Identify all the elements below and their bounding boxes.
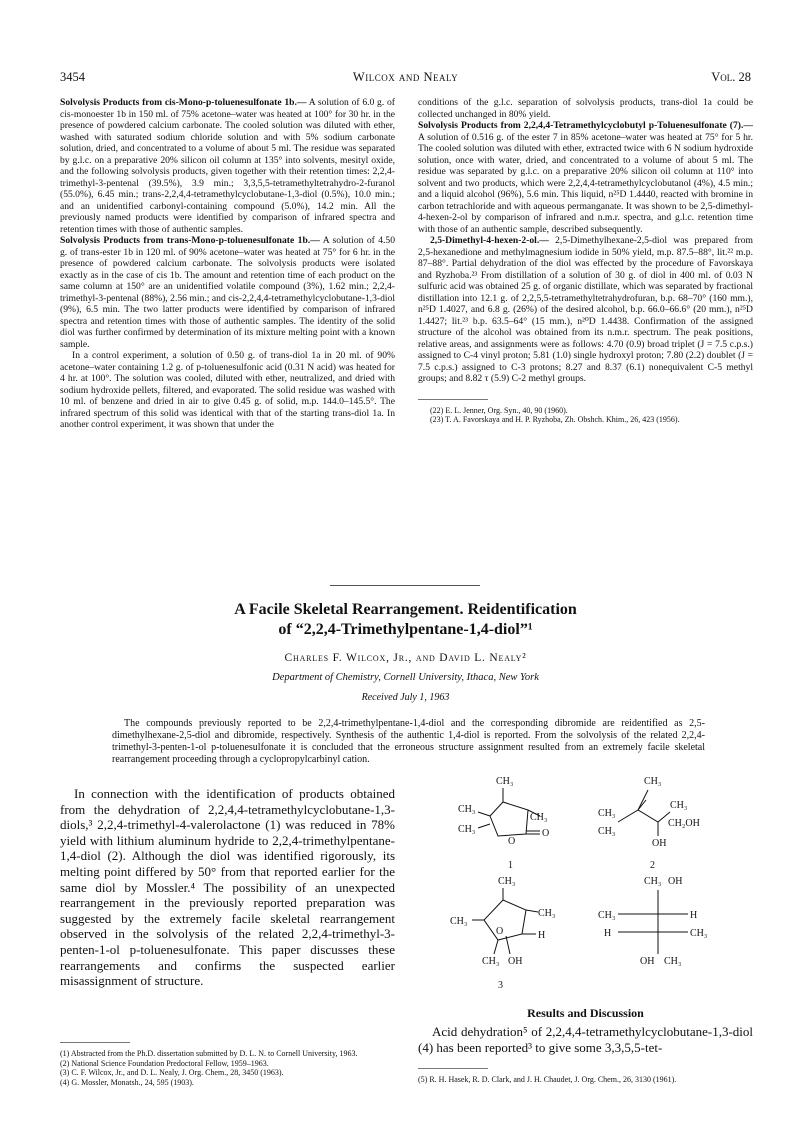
paragraph: conditions of the g.l.c. separation of solvolysis products, trans-diol 1a could be collected unchanged in 80% yield. [418,97,753,120]
introduction [60,786,395,989]
paragraph: A solution of 0.516 g. of the ester 7 in 85% acetone–water was heated at 75° for 5 hr. The cooled solution was diluted with ether, extracted twice with 6 N sodium hydroxide solution, once with water, dried, and concentrated to a volume of about 5 ml. The residue was separated by g.l.c. on a preparative 20% silicon oil column at 110° into solvent and two products, which were 2,2,4,4-tetramethylcyclobutanol (4%), 4.5 min.; and a liquid alcohol (96%), 5.6 min. This liquid, n²⁵D 1.4440, reacted with bromine in carbon tetrachloride and with aqueous permanganate. It was shown to be 2,5-dimethyl-4-hexen-2-ol by comparison of infrared and n.m.r. spectra, and g.l.c. retention time with those of an authentic sample, described subsequently. [418,131,753,235]
footnote: (1) Abstracted from the Ph.D. dissertation submitted by D. L. N. to Cornell University, 1963. [60,1049,358,1058]
structure-4 [598,876,707,967]
footnote: (23) T. A. Favorskaya and H. P. Ryzhoba, Zh. Obshch. Khim., 26, 423 (1956). [430,415,680,425]
svg-text:O: O [542,828,550,839]
svg-text:OH: OH [652,838,667,849]
svg-text:CH₃: CH₃ [598,826,616,837]
footnotes-left [60,1038,395,1087]
paragraph: 2,5-Dimethylhexane-2,5-diol was prepared from 2,5-hexanedione and methylmagnesium iodide in 50% yield, m.p. 87.5–88°, lit.²² m.p. 87–88°. Partial dehydration of the diol was effected by the procedure of Favorskaya and Ryzhoba.²³ From distillation of a solution of 30 g. of diol in 400 ml. of 0.03 N sulfuric acid was obtained 25 g. of organic distillate, which was separated by fractional distillation into 12.1 g. of 2,2,5,5-tetramethyltetrahydrofuran, b.p. 68–70° (160 mm.), n²⁵D 1.4027, and 6.8 g. (26%) of the desired alcohol, b.p. 66.0–66.6° (20 mm.), n²⁵D 1.4427; lit.²³ b.p. 63.5–64° (15 mm.), n²⁰D 1.4438. Confirmation of the assigned structure of the alcohol was obtained from its n.m.r. spectrum. The peak positions, relative areas, and assignments were as follows: 4.70 (0.9) broad triplet (J = 7.5 c.p.s.) assigned to C-4 vinyl proton; 5.81 (1.0) single hydroxyl proton; 7.80 (2.2) doublet (J = 7.5 c.p.s.) assigned to C-3 protons; 8.27 and 8.37 (6.1) nonequivalent C-5 methyl groups; and 8.82 τ (5.9) C-2 methyl groups. [418,235,753,384]
svg-text:CH₃: CH₃ [644,876,662,887]
section-divider [330,585,480,586]
svg-text:CH₃: CH₃ [450,916,468,927]
svg-text:CH₃: CH₃ [644,776,662,787]
svg-text:CH₃: CH₃ [538,908,556,919]
svg-text:1: 1 [508,860,513,871]
footnote-rule [418,399,488,400]
svg-text:2: 2 [650,860,655,871]
footnote-rule [418,1068,488,1069]
svg-text:CH₃: CH₃ [498,876,516,887]
svg-text:H: H [538,930,546,941]
footnote: (3) C. F. Wilcox, Jr., and D. L. Nealy, J. Org. Chem., 28, 3450 (1963). [60,1068,284,1078]
svg-text:CH₃: CH₃ [530,812,548,823]
svg-text:CH₃: CH₃ [482,956,500,967]
paragraph: In a control experiment, a solution of 0.50 g. of trans-diol 1a in 20 ml. of 90% acetone–water containing 1.2 g. of p-toluenesulfonic acid (0.31 N acid) was heated for 4 hr. at 100°. The solution was cooled, diluted with ether, neutralized, and dried with sodium hydroxide pellets, filtered, and evaporated. The solid residue was washed with 10 ml. of benzene and dried in air to give 0.45 g. of solid, m.p. 144.0–145.5°. The infrared spectrum of this solid was identical with that of the starting trans-diol 1a. In another control experiment, it was shown that under the [60,350,395,430]
svg-text:3: 3 [498,980,503,991]
svg-text:CH₃: CH₃ [670,800,688,811]
section-heading: 2,5-Dimethyl-4-hexen-2-ol.— [430,235,549,246]
received-date: Received July 1, 1963 [361,692,450,703]
svg-text:CH₃: CH₃ [458,804,476,815]
page-number: 3454 [60,70,85,84]
svg-text:H: H [690,910,698,921]
structure-3 [450,876,555,991]
results-text [418,1024,753,1055]
department: Department of Chemistry, Cornell University, Ithaca, New York [272,672,539,683]
svg-text:CH₃: CH₃ [496,776,514,787]
svg-text:CH₃: CH₃ [598,910,616,921]
section-heading: Solvolysis Products from trans-Mono-p-toluenesulfonate 1b.— [60,235,320,246]
paragraph: Acid dehydration⁵ of 2,2,4,4-tetramethylcyclobutane-1,3-diol (4) has been reported³ to give some 3,3,5,5-tet- [418,1024,753,1055]
running-header [60,70,751,88]
section-heading: Solvolysis Products from cis-Mono-p-toluenesulfonate 1b.— [60,97,307,108]
footnote-rule [60,1042,130,1043]
footnote: (4) G. Mossler, Monatsh., 24, 595 (1903). [60,1077,194,1087]
article-title: A Facile Skeletal Rearrangement. Reidentification of “2,2,4-Trimethylpentane-1,4-diol”¹ [234,601,577,638]
paragraph: A solution of 4.50 g. of trans-ester 1b in 120 ml. of 90% acetone–water was heated at 75° for 6 hr. in the presence of powdered calcium carbonate. The solvolysis products were isolated exactly as in the case of cis 1b. The amount and retention time of each product on the same column at 150° are an unidentified volatile compound (3%), 1.62 min.; 2,2,4-trimethyl-3-pentenal (88%), 2.56 min.; and cis-2,2,4,4-tetramethylcyclobutane-1,3-diol (9%), 6.5 min. The two latter products were identified by comparison of infrared spectra and retention times with those of authentic samples. The identity of the solid diol was further confirmed by determination of its mixture melting point with a known sample. [60,235,396,350]
svg-text:CH₃: CH₃ [664,956,682,967]
section-heading: Solvolysis Products from 2,2,4,4-Tetramethylcyclobutyl p-Toluenesulfonate (7).— [418,120,753,131]
right-top-column [418,97,753,425]
structure-1 [458,776,549,871]
svg-text:H: H [604,928,612,939]
structure-2 [598,776,700,871]
footnote: (2) National Science Foundation Predoctoral Fellow, 1959–1963. [60,1058,269,1068]
left-top-column [60,97,395,431]
abstract: The compounds previously reported to be 2,2,4-trimethylpentane-1,4-diol and the corresponding dibromide are reidentified as 2,5-dimethylhexane-2,5-diol and dibromide, respectively. Synthesis of the authentic 1,4-diol is reported. From the solvolysis of the related 2,2,4-trimethyl-3-penten-1-ol p-toluenesulfonate it is concluded that the erroneous structure assignment resulted from an extremely facile skeletal rearrangement proceeding through a cyclopropylcarbinyl cation. [112,718,705,765]
svg-text:O: O [496,926,504,937]
authors: Charles F. Wilcox, Jr., and David L. Nealy² [284,652,527,664]
svg-text:CH₃: CH₃ [598,808,616,819]
volume-label: Vol. 28 [711,70,751,84]
paragraph: In connection with the identification of products obtained from the dehydration of 2,2,4,4-tetramethylcyclobutane-1,3-diols,³ 2,2,4-trimethyl-4-valerolactone (1) was reduced in 78% yield with lithium aluminum hydride to 2,2,4-trimethylpentane-1,4-diol (2). Although the diol was identified rigorously, its melting point differed by 50° from that reported earlier for the same diol by Mossler.⁴ The possibility of an unexpected rearrangement in the previously reported preparation was suggested by the extremely facile skeletal rearrangement observed in the solvolysis of the related 2,2,4-trimethyl-3-penten-1-ol p-toluenesulfonate. This paper discusses these rearrangements and confirms the suspected earlier misassignment of structure. [60,786,395,989]
svg-text:OH: OH [640,956,655,967]
footnotes-right [418,1064,753,1085]
svg-text:CH₃: CH₃ [458,824,476,835]
footnote: (5) R. H. Hasek, R. D. Clark, and J. H. Chaudet, J. Org. Chem., 26, 3130 (1961). [418,1075,677,1084]
svg-text:OH: OH [668,876,683,887]
svg-text:CH₃: CH₃ [690,928,708,939]
svg-text:CH₂OH: CH₂OH [668,818,700,829]
svg-text:OH: OH [508,956,523,967]
paragraph: A solution of 6.0 g. of cis-monoester 1b in 150 ml. of 75% acetone–water was heated at 100° for 30 hr. in the presence of powdered calcium carbonate. The cooled solution was diluted with ether, washed with saturated sodium chloride solution and with 5% sodium carbonate solution, dried, and concentrated to a volume of about 5 ml. The residue was separated by g.l.c. on a preparative 20% silicon oil column at 135° into solvents, mesityl oxide, and the following solvolysis products, given together with their retention times: 2,2,4-trimethyl-3-pentenal (39.5%), 3.9 min.; 3,3,5,5-tetramethyltetrahydro-2-furanol (55.0%), 6.45 min.; trans-2,2,4,4-tetramethylcyclobutane-1,3-diol (0.5%), 10.0 min.; and an unidentified carbonyl-containing compound (5.0%), 14.2 min. All the previously named products were identified by comparison of infrared spectra and retention times with those of authentic samples. [60,97,396,235]
svg-text:O: O [508,836,516,847]
footnote: (22) E. L. Jenner, Org. Syn., 40, 90 (1960). [430,405,568,415]
results-heading: Results and Discussion [527,1006,644,1020]
running-title: Wilcox and Nealy [352,70,459,84]
